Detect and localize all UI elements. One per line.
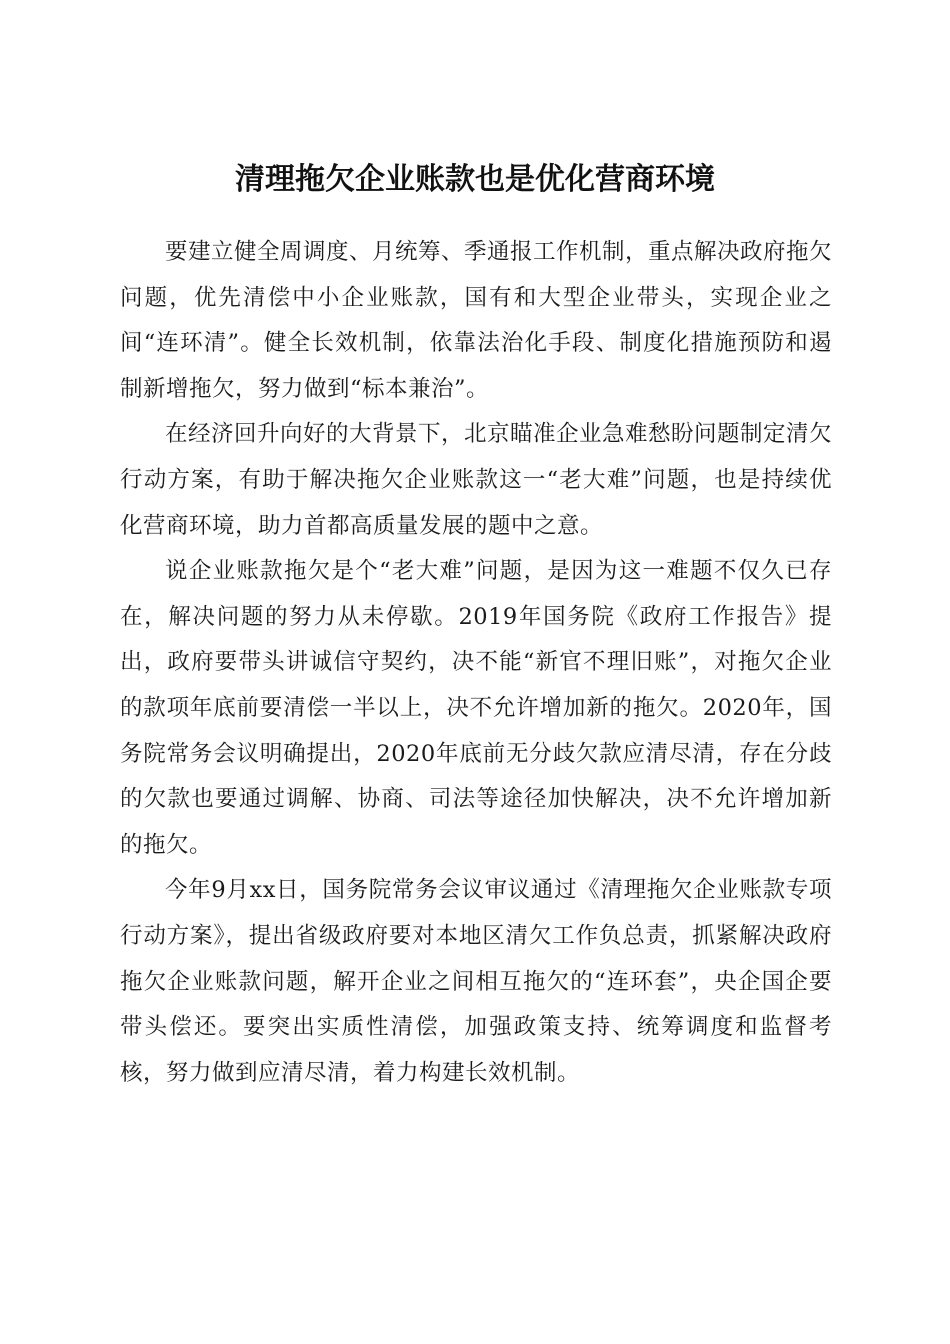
paragraph-1: 要建立健全周调度、月统筹、季通报工作机制，重点解决政府拖欠问题，优先清偿中小企业账款，国有和大型企业带头，实现企业之间“连环清”。健全长效机制，依靠法治化手段、制度化措施预防和遏制新增拖欠，努力做到“标本兼治”。 bbox=[120, 239, 833, 402]
document-body bbox=[120, 230, 832, 1096]
document-title: 清理拖欠企业账款也是优化营商环境 bbox=[235, 162, 715, 198]
paragraph-3: 说企业账款拖欠是个“老大难”问题，是因为这一难题不仅久已存在，解决问题的努力从未停歇。2019年国务院《政府工作报告》提出，政府要带头讲诚信守契约，决不能“新官不理旧账”，对拖欠企业的款项年底前要清偿一半以上，决不允许增加新的拖欠。2020年，国务院常务会议明确提出，2020年底前无分歧欠款应清尽清，存在分歧的欠款也要通过调解、协商、司法等途径加快解决，决不允许增加新的拖欠。 bbox=[120, 558, 832, 858]
paragraph-2: 在经济回升向好的大背景下，北京瞄准企业急难愁盼问题制定清欠行动方案，有助于解决拖欠企业账款这一“老大难”问题，也是持续优化营商环境，助力首都高质量发展的题中之意。 bbox=[120, 421, 833, 539]
paragraph-4: 今年9月xx日，国务院常务会议审议通过《清理拖欠企业账款专项行动方案》，提出省级政府要对本地区清欠工作负总责，抓紧解决政府拖欠企业账款问题，解开企业之间相互拖欠的“连环套”，央企国企要带头偿还。要突出实质性清偿，加强政策支持、统筹调度和监督考核，努力做到应清尽清，着力构建长效机制。 bbox=[120, 877, 832, 1086]
